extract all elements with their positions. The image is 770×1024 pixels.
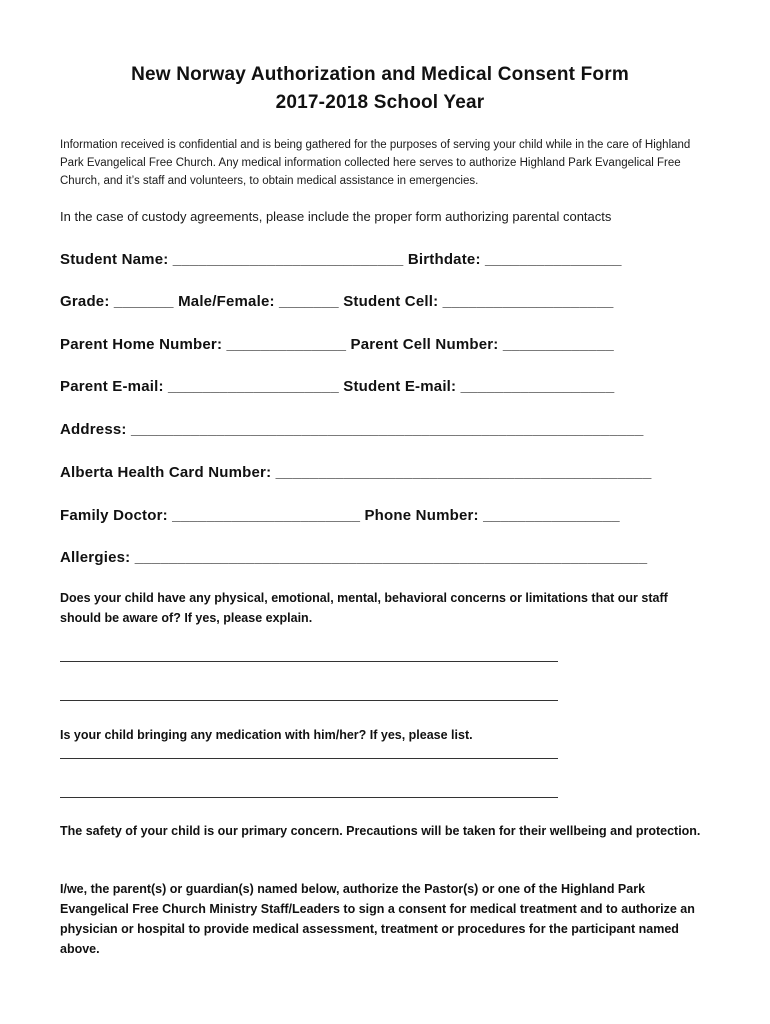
safety-statement: The safety of your child is our primary concern. Precautions will be taken for their wellbeing and protection. [60, 824, 701, 838]
grade-gender-cell-row[interactable]: Grade: _______ Male/Female: _______ Student Cell: ____________________ [60, 293, 614, 310]
address-row[interactable]: Address: ____________________________________________________________ [60, 421, 644, 438]
authorization-statement: I/we, the parent(s) or guardian(s) named below, authorize the Pastor(s) or one of the Highland Park Evangelical Free Church Ministry Staff/Leaders to sign a consent for medical treatment and to authorize an physician or hospital to provide medical assessment, treatment or procedures for the participant named above. [60, 882, 695, 956]
custody-note: In the case of custody agreements, please include the proper form authorizing parental contacts [60, 209, 612, 224]
health-card-row[interactable]: Alberta Health Card Number: ____________________________________________ [60, 464, 652, 481]
medication-answer-line[interactable] [60, 797, 558, 798]
confidentiality-intro: Information received is confidential and is being gathered for the purposes of serving your child while in the care of Highland Park Evangelical Free Church. Any medical information collected here serves to authorize Highland Park Evangelical Free Church, and it’s staff and volunteers, to obtain medical assistance in emergencies. [60, 139, 691, 187]
form-title: New Norway Authorization and Medical Consent Form [131, 64, 629, 85]
school-year-title: 2017-2018 School Year [275, 92, 485, 113]
medication-question: Is your child bringing any medication with him/her? If yes, please list. [60, 728, 473, 742]
family-doctor-row[interactable]: Family Doctor: ______________________ Phone Number: ________________ [60, 507, 620, 524]
concerns-answer-line[interactable] [60, 661, 558, 662]
medication-answer-line[interactable] [60, 758, 558, 759]
email-row[interactable]: Parent E-mail: ____________________ Student E-mail: __________________ [60, 378, 615, 395]
concerns-question: Does your child have any physical, emotional, mental, behavioral concerns or limitations that our staff should be aware of? If yes, please explain. [60, 591, 668, 625]
student-name-birthdate-row[interactable]: Student Name: ___________________________ Birthdate: ________________ [60, 251, 622, 268]
concerns-answer-line[interactable] [60, 700, 558, 701]
parent-phone-row[interactable]: Parent Home Number: ______________ Parent Cell Number: _____________ [60, 336, 614, 353]
allergies-row[interactable]: Allergies: ____________________________________________________________ [60, 549, 648, 566]
